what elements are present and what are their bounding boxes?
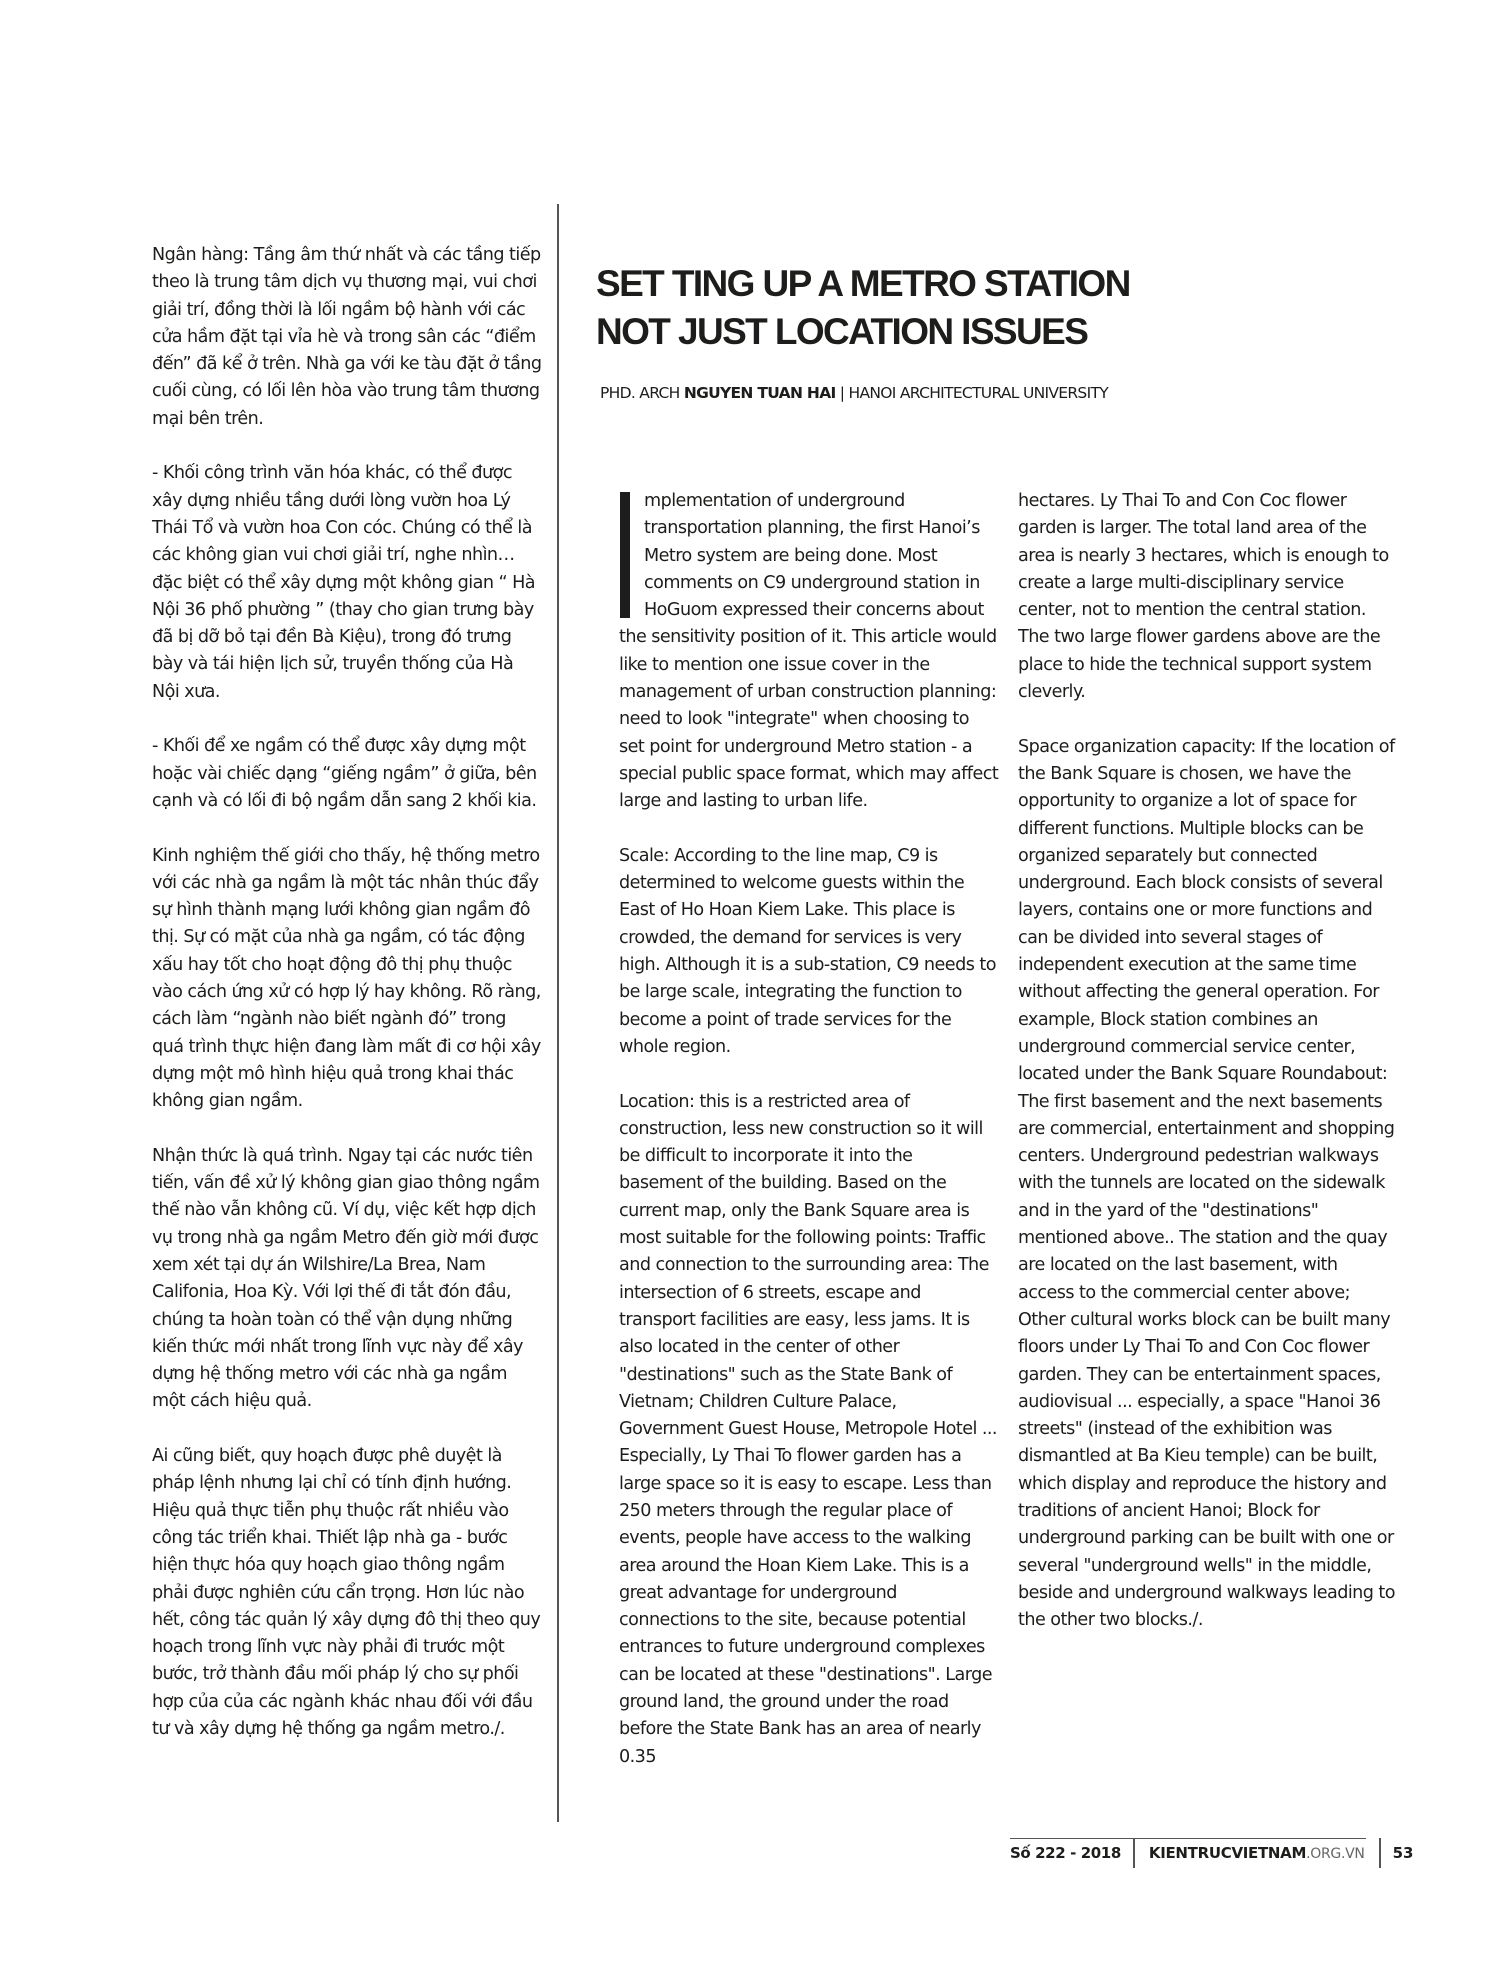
title-line: NOT JUST LOCATION ISSUES (596, 311, 1088, 352)
author-name: NGUYEN TUAN HAI (683, 384, 836, 402)
paragraph: Ngân hàng: Tầng âm thứ nhất và các tầng tiếp theo là trung tâm dịch vụ thương mại, vui chơi giải trí, đồng thời là lối ngầm bộ hành với các cửa hầm đặt tại vỉa hè và trong sân các “điểm đến” đã kể ở trên. Nhà ga với ke tàu đặt ở tầng cuối cùng, có lối lên hòa vào trung tâm thương mại bên trên. (152, 245, 542, 429)
author-affiliation: HANOI ARCHITECTURAL UNIVERSITY (848, 384, 1108, 402)
page-footer (1010, 1838, 1413, 1868)
byline-separator: | (835, 384, 849, 402)
website-link[interactable] (1135, 1844, 1379, 1862)
site-name: KIENTRUCVIETNAM (1148, 1844, 1307, 1862)
paragraph: Kinh nghiệm thế giới cho thấy, hệ thống metro với các nhà ga ngầm là một tác nhân thúc đẩy sự hình thành mạng lưới không gian ngầm đô thị. Sự có mặt của nhà ga ngầm, có tác động xấu hay tốt cho hoạt động đô thị phụ thuộc vào cách ứng xử có hợp lý hay không. Rõ ràng, cách làm “ngành nào biết ngành đó” trong quá trình thực hiện đang làm mất đi cơ hội xây dựng một mô hình hiệu quả trong khai thác không gian ngầm. (152, 845, 541, 1112)
drop-cap-i (620, 492, 630, 618)
title-line: SET TING UP A METRO STATION (596, 263, 1130, 304)
page-number: 53 (1392, 1844, 1414, 1862)
lead-paragraph (619, 488, 999, 816)
issue-number: Số 222 - 2018 (1010, 1844, 1121, 1862)
paragraph: Scale: According to the line map, C9 is determined to welcome guests within the East of Ho Hoan Kiem Lake. This place is crowded, the demand for services is very high. Although it is a sub-station, C9 needs to be large scale, integrating the function to become a point of trade services for the whole region. (619, 845, 996, 1057)
byline (600, 384, 1108, 402)
paragraph: Nhận thức là quá trình. Ngay tại các nước tiên tiến, vấn đề xử lý không gian giao thông ngầm thế nào vẫn không cũ. Ví dụ, việc kết hợp dịch vụ trong nhà ga ngầm Metro đến giờ mới được xem xét tại dự án Wilshire/La Brea, Nam Califonia, Hoa Kỳ. Với lợi thế đi tắt đón đầu, chúng ta hoàn toàn có thể vận dụng những kiến thức mới nhất trong lĩnh vực này để xây dựng hệ thống metro với các nhà ga ngầm một cách hiệu quả. (152, 1145, 540, 1412)
english-text-column-1 (619, 488, 999, 1798)
vietnamese-text-column (152, 242, 542, 1771)
paragraph: hectares. Ly Thai To and Con Coc flower garden is larger. The total land area of the area is nearly 3 hectares, which is enough to create a large multi-disciplinary service center, not to mention the central station. The two large flower gardens above are the place to hide the technical support system cleverly. (1018, 491, 1389, 703)
english-text-column-2 (1018, 488, 1398, 1662)
lead-text: mplementation of underground transportation planning, the first Hanoi’s Metro system are being done. Most comments on C9 underground station in HoGuom expressed their concerns about the sensitivity position of it. This article would like to mention one issue cover in the management of urban construction planning: need to look "integrate" when choosing to set point for underground Metro station - a special public space format, which may affect large and lasting to urban life. (619, 491, 999, 812)
paragraph: - Khối công trình văn hóa khác, có thể được xây dựng nhiều tầng dưới lòng vườn hoa Lý Thái Tổ và vườn hoa Con cóc. Chúng có thể là các không gian vui chơi giải trí, nghe nhìn… đặc biệt có thể xây dựng một không gian “ Hà Nội 36 phố phường ” (thay cho gian trưng bày đã bị dỡ bỏ tại đền Bà Kiệu), trong đó trưng bày và tái hiện lịch sử, truyền thống của Hà Nội xưa. (152, 463, 536, 702)
author-prefix: PHD. ARCH (600, 384, 684, 402)
paragraph: Location: this is a restricted area of construction, less new construction so it will be difficult to incorporate it into the basement of the building. Based on the current map, only the Bank Square area is most suitable for the following points: Traffic and connection to the surrounding area: The intersection of 6 streets, escape and transport facilities are easy, less jams. It is also located in the center of other "destinations" such as the State Bank of Vietnam; Children Culture Palace, Government Guest House, Metropole Hotel ... Especially, Ly Thai To flower garden has a large space so it is easy to escape. Less than 250 meters through the regular place of events, people have access to the walking area around the Hoan Kiem Lake. This is a great advantage for underground connections to the site, because potential entrances to future underground complexes can be located at these "destinations". Large ground land, the ground under the road before the State Bank has an area of nearly 0.35 (619, 1091, 997, 1767)
article-title (596, 260, 1316, 356)
site-domain: .ORG.VN (1306, 1846, 1365, 1862)
column-divider (557, 204, 559, 1822)
paragraph: Ai cũng biết, quy hoạch được phê duyệt là pháp lệnh nhưng lại chỉ có tính định hướng. Hiệu quả thực tiễn phụ thuộc rất nhiều vào công tác triển khai. Thiết lập nhà ga - bước hiện thực hóa quy hoạch giao thông ngầm phải được nghiên cứu cẩn trọng. Hơn lúc nào hết, công tác quản lý xây dựng đô thị theo quy hoạch trong lĩnh vực này phải đi trước một bước, trở thành đầu mối pháp lý cho sự phối hợp của của các ngành khác nhau đối với đầu tư và xây dựng hệ thống ga ngầm metro./. (152, 1446, 541, 1740)
paragraph: - Khối để xe ngầm có thể được xây dựng một hoặc vài chiếc dạng “giếng ngầm” ở giữa, bên cạnh và có lối đi bộ ngầm dẫn sang 2 khối kia. (152, 736, 537, 811)
paragraph: Space organization capacity: If the location of the Bank Square is chosen, we have the opportunity to organize a lot of space for different functions. Multiple blocks can be organized separately but connected underground. Each block consists of several layers, contains one or more functions and can be divided into several stages of independent execution at the same time without affecting the general operation. For example, Block station combines an underground commercial service center, located under the Bank Square Roundabout: The first basement and the next basements are commercial, entertainment and shopping centers. Underground pedestrian walkways with the tunnels are located on the sidewalk and in the yard of the "destinations" mentioned above.. The station and the quay are located on the last basement, with access to the commercial center above; Other cultural works block can be built many floors under Ly Thai To and Con Coc flower garden. They can be entertainment spaces, audiovisual ... especially, a space "Hanoi 36 streets" (instead of the exhibition was dismantled at Ba Kieu temple) can be built, which display and reproduce the history and traditions of ancient Hanoi; Block for underground parking can be built with one or several "underground wells" in the middle, beside and underground walkways leading to the other two blocks./. (1018, 736, 1395, 1631)
